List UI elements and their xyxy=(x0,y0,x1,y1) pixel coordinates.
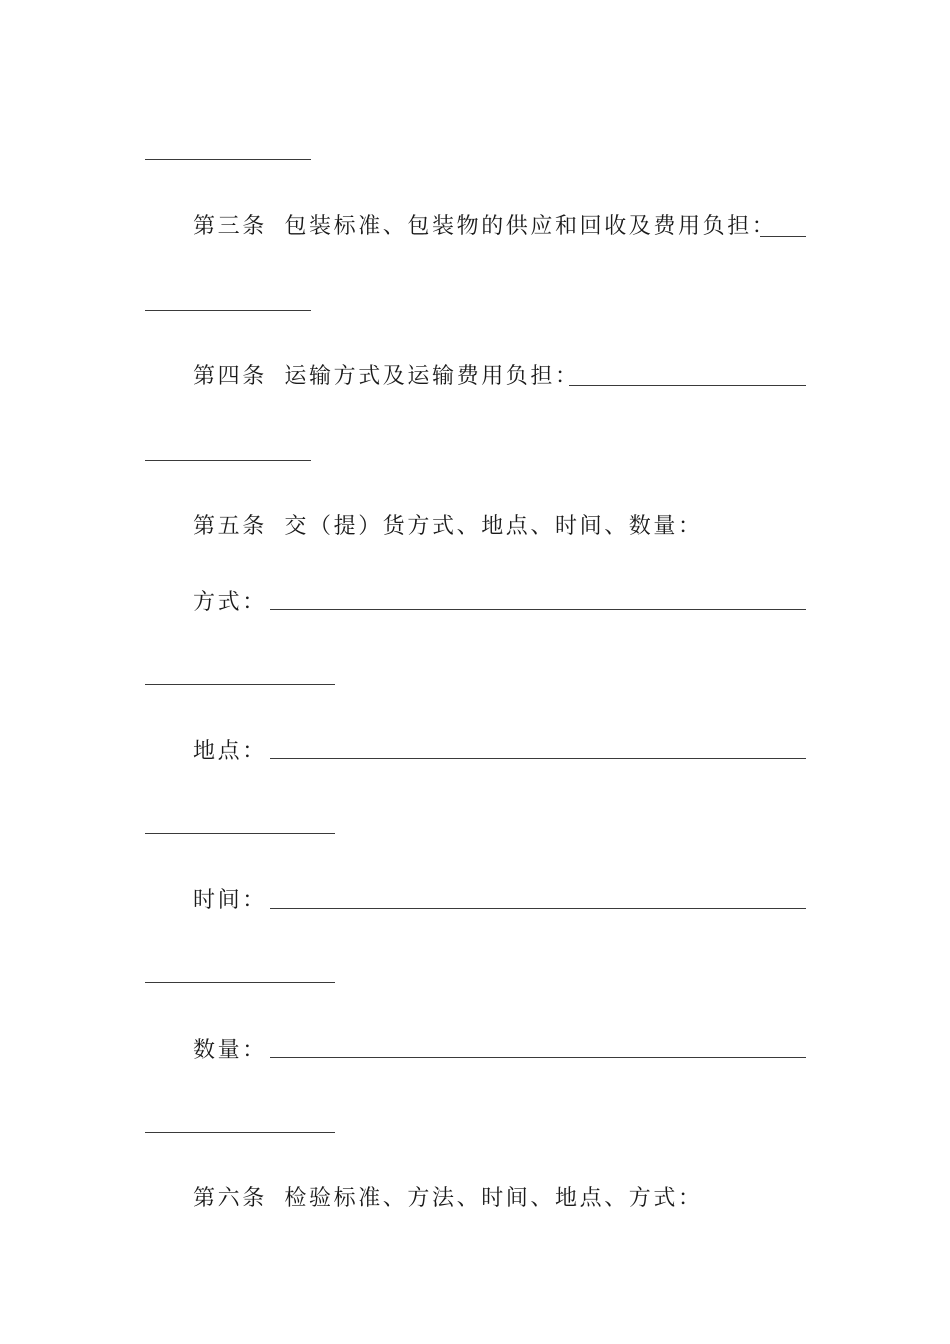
article-3-line xyxy=(193,212,776,242)
article-6-line xyxy=(193,1184,703,1214)
article-4-blank[interactable] xyxy=(569,385,806,386)
method-blank[interactable] xyxy=(270,609,806,610)
place-blank-continued[interactable] xyxy=(145,833,335,834)
method-blank-continued[interactable] xyxy=(145,684,335,685)
article-3-blank-continued[interactable] xyxy=(145,310,311,311)
article-5-text: 交（提）货方式、地点、时间、数量： xyxy=(284,514,703,539)
article-5-line xyxy=(193,512,703,542)
method-field-label: 方式： xyxy=(193,590,267,615)
time-blank-continued[interactable] xyxy=(145,982,335,983)
article-6-text: 检验标准、方法、时间、地点、方式： xyxy=(284,1186,703,1211)
time-field-label: 时间： xyxy=(193,888,267,913)
article-3-blank[interactable] xyxy=(760,236,806,237)
article-3-label: 第三条 xyxy=(193,214,267,239)
article-4-line xyxy=(193,362,580,392)
place-field-label: 地点： xyxy=(193,739,267,764)
quantity-blank-continued[interactable] xyxy=(145,1132,335,1133)
time-blank[interactable] xyxy=(270,908,806,909)
continuation-blank[interactable] xyxy=(145,159,311,160)
article-4-label: 第四条 xyxy=(193,364,267,389)
article-4-blank-continued[interactable] xyxy=(145,460,311,461)
quantity-field-label: 数量： xyxy=(193,1038,267,1063)
article-4-text: 运输方式及运输费用负担： xyxy=(284,364,580,389)
quantity-blank[interactable] xyxy=(270,1057,806,1058)
article-3-text: 包装标准、包装物的供应和回收及费用负担： xyxy=(284,214,777,239)
article-6-label: 第六条 xyxy=(193,1186,267,1211)
place-blank[interactable] xyxy=(270,758,806,759)
article-5-label: 第五条 xyxy=(193,514,267,539)
